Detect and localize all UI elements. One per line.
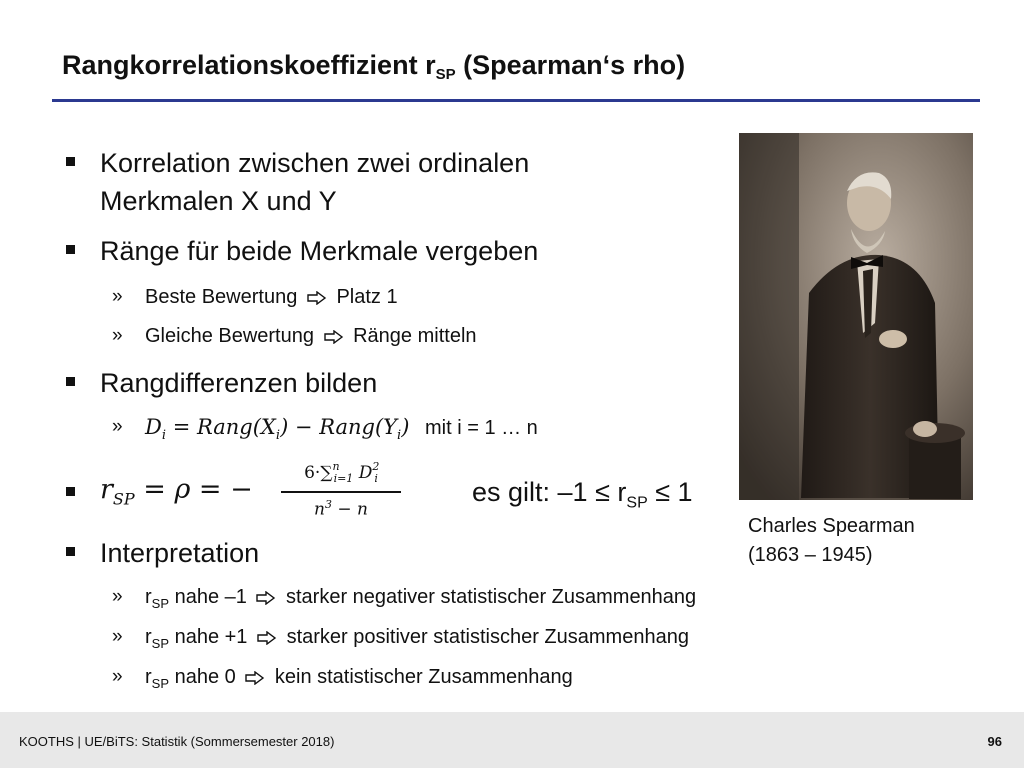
outline-arrow-right-icon bbox=[245, 671, 265, 685]
square-bullet-icon bbox=[66, 547, 75, 556]
footer-bar bbox=[0, 712, 1024, 768]
outline-arrow-right-icon bbox=[257, 631, 277, 645]
range-statement: es gilt: $-1 \le r_{SP} \le 1$ bbox=[472, 477, 693, 512]
square-bullet-icon bbox=[66, 245, 75, 254]
di-formula: $D_i$ = $Rang(X_i)$ − $Rang(Y_i)$ bbox=[145, 415, 410, 444]
square-bullet-icon bbox=[66, 377, 75, 386]
outline-arrow-right-icon bbox=[307, 291, 327, 305]
footer-text: KOOTHS | UE/BiTS: Statistik (Sommersemester 2018) bbox=[19, 734, 335, 749]
page-number: 96 bbox=[987, 734, 1002, 749]
portrait-photo bbox=[739, 133, 973, 500]
slide-title: Rangkorrelationskoeffizient $r_{SP}$ (Spearman‘s rho) bbox=[62, 50, 686, 83]
caption-name: Charles Spearman bbox=[748, 515, 915, 537]
caption-years: (1863 – 1945) bbox=[748, 544, 873, 566]
outline-arrow-right-icon bbox=[256, 591, 276, 605]
outline-arrow-right-icon bbox=[324, 330, 344, 344]
title-divider bbox=[52, 99, 980, 102]
square-bullet-icon bbox=[66, 487, 75, 496]
photo-caption bbox=[748, 512, 915, 570]
square-bullet-icon bbox=[66, 157, 75, 166]
